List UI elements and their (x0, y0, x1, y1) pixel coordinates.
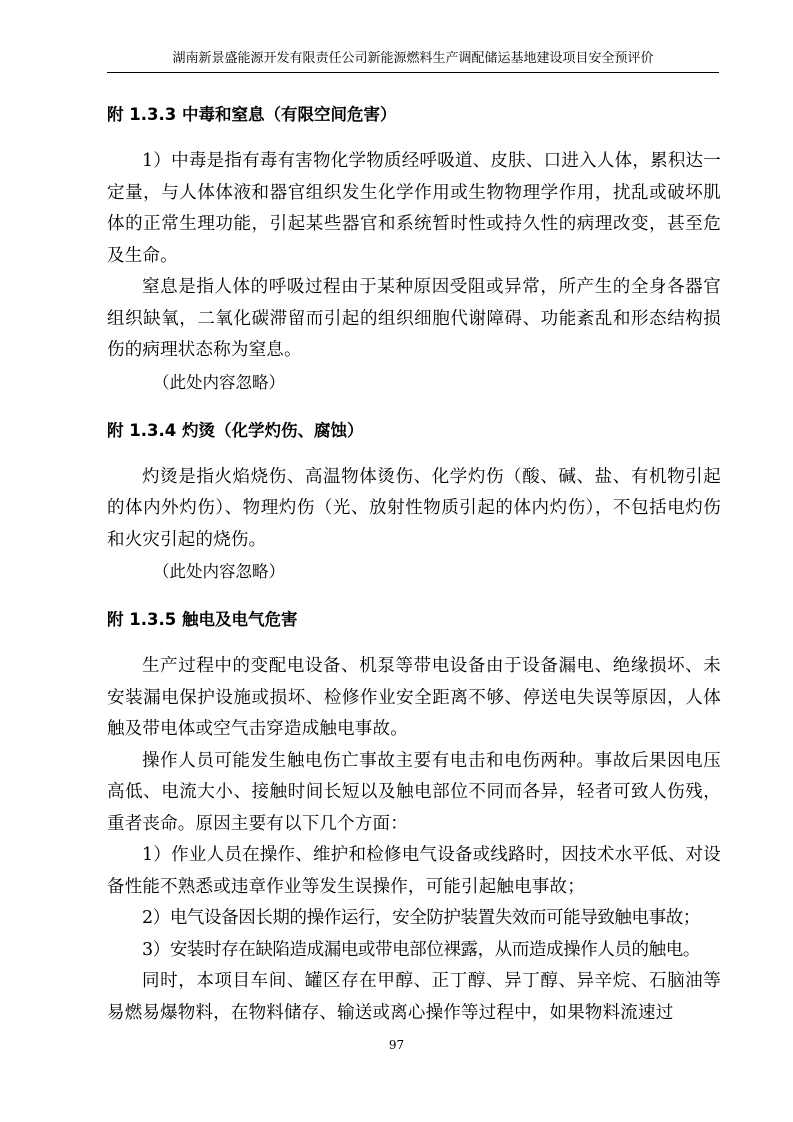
list-item: 2）电气设备因长期的操作运行，安全防护装置失效而可能导致触电事故； (142, 908, 700, 928)
page-number: 97 (388, 1038, 405, 1052)
paragraph: 1）中毒是指有毒有害物化学物质经呼吸道、皮肤、口进入人体，累积达一定量，与人体体液和器官组织发生化学作用或生物物理学作用，扰乱或破坏肌体的正常生理功能，引起某些器官和系统暂时性或持久性的病理改变，甚至危及生命。 (107, 151, 721, 266)
omitted-note: （此处内容忽略） (153, 372, 285, 392)
paragraph: 生产过程中的变配电设备、机泵等带电设备由于设备漏电、绝缘损坏、未安装漏电保护设施或损坏、检修作业安全距离不够、停送电失误等原因，人体触及带电体或空气击穿造成触电事故。 (107, 656, 721, 739)
list-item: 3）安装时存在缺陷造成漏电或带电部位裸露，从而造成操作人员的触电。 (142, 939, 700, 960)
page-header: 湖南新景盛能源开发有限责任公司新能源燃料生产调配储运基地建设项目安全预评价 (107, 50, 719, 73)
paragraph: 同时，本项目车间、罐区存在甲醇、正丁醇、异丁醇、异辛烷、石脑油等易燃易爆物料，在物料储存、输送或离心操作等过程中，如果物料流速过 (107, 971, 721, 1023)
omitted-note: （此处内容忽略） (153, 562, 285, 581)
document-body (107, 96, 721, 1029)
list-item: 1）作业人员在操作、维护和检修电气设备或线路时，因技术水平低、对设备性能不熟悉或违章作业等发生误操作，可能引起触电事故； (107, 845, 721, 897)
paragraph: 操作人员可能发生触电伤亡事故主要有电击和电伤两种。事故后果因电压高低、电流大小、接触时间长短以及触电部位不同而各异，轻者可致人伤残，重者丧命。原因主要有以下几个方面： (107, 750, 721, 834)
section-heading-1-3-4: 附 1.3.4 灼烫（化学灼伤、腐蚀） (107, 420, 364, 440)
paragraph: 窒息是指人体的呼吸过程由于某种原因受阻或异常，所产生的全身各器官组织缺氧，二氧化碳滞留而引起的组织细胞代谢障碍、功能紊乱和形态结构损伤的病理状态称为窒息。 (107, 277, 721, 360)
paragraph: 灼烫是指火焰烧伤、高温物体烫伤、化学灼伤（酸、碱、盐、有机物引起的体内外灼伤）、物理灼伤（光、放射性物质引起的体内灼伤），不包括电灼伤和火灾引起的烧伤。 (107, 466, 721, 550)
section-heading-1-3-5: 附 1.3.5 触电及电气危害 (107, 610, 298, 629)
section-heading-1-3-3: 附 1.3.3 中毒和窒息（有限空间危害） (107, 105, 397, 124)
